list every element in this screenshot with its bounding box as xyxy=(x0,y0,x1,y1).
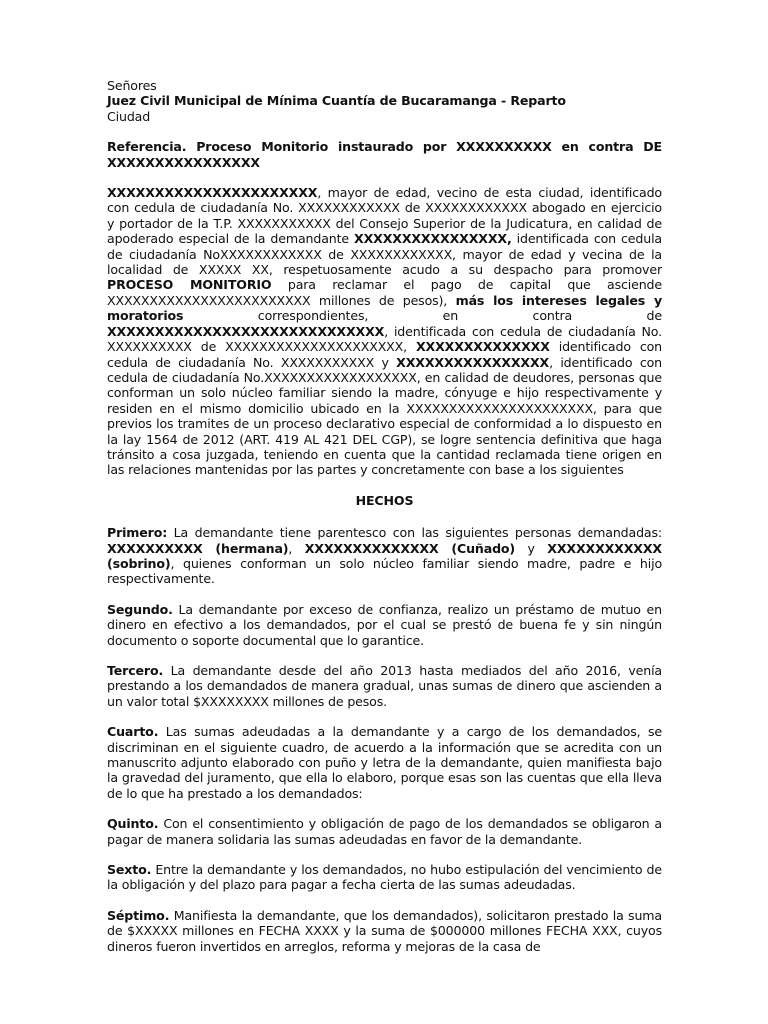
fact-tercero xyxy=(107,663,662,709)
intro-text: identificada con cedula de ciudadanía NoXXXXXXXXXXXX de XXXXXXXXXXXX, mayor de edad y vecina de la localidad de XXXXX XX, respetuosamente acudo a su despacho para promover xyxy=(107,231,662,278)
salutation: Señores xyxy=(107,78,157,93)
fact-text: Con el consentimiento y obligación de pago de los demandados se obligaron a pagar de manera solidaria las sumas adeudadas en favor de la demandante. xyxy=(107,816,662,847)
fact-label: Tercero. xyxy=(107,663,164,678)
fact-cuarto xyxy=(107,724,662,801)
attorney-name: XXXXXXXXXXXXXXXXXXXXXX xyxy=(107,185,318,201)
fact-sexto xyxy=(107,862,662,893)
fact-text: La demandante desde del año 2013 hasta mediados del año 2016, venía prestando a los demandados de manera gradual, unas sumas de dinero que ascienden a un valor total $XXXXXXXX millones de pesos. xyxy=(107,663,662,709)
defendant-3-name: XXXXXXXXXXXXXXXX xyxy=(396,354,550,370)
fact-primero xyxy=(107,525,662,587)
fact-septimo xyxy=(107,908,662,954)
reference-label: Referencia. xyxy=(107,139,187,155)
intro-text: identificado con cedula de ciudadanía No. XXXXXXXXXXX y xyxy=(107,339,662,370)
letter-body xyxy=(107,78,662,954)
fact-label: Segundo. xyxy=(107,601,173,617)
fact-text: La demandante tiene parentesco con las siguientes personas demandadas: xyxy=(167,525,662,541)
intro-text: , identificado con cedula de ciudadanía No.XXXXXXXXXXXXXXXXXX, en calidad de deudores, personas que conforman un solo núcleo familiar siendo la madre, cónyuge e hijo respectivamente y residen en el mismo domicilio ubicado en la XXXXXXXXXXXXXXXXXXXXXX, para que previos los tramites de un proceso declarativo especial de conformidad a lo dispuesto en la lay 1564 de 2012 (ART. 419 AL 421 DEL CGP), se logre sentencia definitiva que haga tránsito a cosa juzgada, teniendo en cuenta que la cantidad reclamada tiene origen en las relaciones mantenidas por las partes y concretamente con base a los siguientes xyxy=(107,354,662,478)
reference-paragraph xyxy=(107,139,662,170)
fact-text: , quienes conforman un solo núcleo familiar siendo madre, padre e hijo respectivamente. xyxy=(107,555,662,587)
fact-label: Primero: xyxy=(107,525,168,541)
party-cunado: XXXXXXXXXXXXXX (Cuñado) xyxy=(304,540,516,556)
plaintiff-name: XXXXXXXXXXXXXXXX, xyxy=(354,231,512,247)
fact-text: y xyxy=(515,540,548,556)
city-line: Ciudad xyxy=(107,108,151,124)
defendant-1-name: XXXXXXXXXXXXXXXXXXXXXXXXXXXXX xyxy=(107,323,385,339)
intro-text: , identificada con cedula de ciudadanía No. XXXXXXXXXX de XXXXXXXXXXXXXXXXXXXXX, xyxy=(107,323,662,355)
hechos-heading: HECHOS xyxy=(355,492,414,508)
party-sobrino: XXXXXXXXXXXX (sobrino) xyxy=(107,540,662,571)
intro-text: , mayor de edad, vecino de esta ciudad, identificado con cedula de ciudadanía No. XXXXXXXXXXXX de XXXXXXXXXXXX abogado en ejercicio y portador de la T.P. XXXXXXXXXXX del Consejo Superior de la Judicatura, en calidad de apoderado especial de la demandante xyxy=(107,185,662,247)
party-hermana: XXXXXXXXXX (hermana) xyxy=(107,540,289,556)
process-type: PROCESO MONITORIO xyxy=(107,277,272,293)
fact-text: La demandante por exceso de confianza, realizo un préstamo de mutuo en dinero en efectivo a los demandados, por el cual se prestó de buena fe y sin ningún documento o soporte documental que lo garantice. xyxy=(107,601,662,648)
fact-text: Entre la demandante y los demandados, no hubo estipulación del vencimiento de la obligación y del plazo para pagar a fecha cierta de las sumas adeudadas. xyxy=(107,862,662,893)
reference-text: Proceso Monitorio instaurado por XXXXXXXXXX en contra DE XXXXXXXXXXXXXXXX xyxy=(107,139,662,170)
fact-label: Sexto. xyxy=(107,862,152,878)
court-name: Juez Civil Municipal de Mínima Cuantía de Bucaramanga - Reparto xyxy=(107,93,566,109)
interest-clause: más los intereses legales y moratorios xyxy=(107,292,663,324)
defendant-2-name: XXXXXXXXXXXXXX xyxy=(415,339,550,355)
fact-label: Séptimo. xyxy=(107,907,170,923)
fact-label: Quinto. xyxy=(107,816,159,832)
fact-quinto xyxy=(107,816,662,847)
intro-text: correspondientes, en contra de xyxy=(183,308,662,324)
fact-text: Manifiesta la demandante, que los demandados), solicitaron prestado la suma de $XXXXX millones en FECHA XXXX y la suma de $000000 millones FECHA XXX, cuyos dineros fueron invertidos en arreglos, reforma y mejoras de la casa de xyxy=(107,907,662,954)
intro-text: para reclamar el pago de capital que asciende XXXXXXXXXXXXXXXXXXXXXXXX millones de pesos), xyxy=(107,277,662,308)
fact-text: , xyxy=(288,540,305,556)
letter-header xyxy=(107,78,662,124)
fact-segundo xyxy=(107,602,662,648)
intro-paragraph xyxy=(107,185,662,478)
fact-text: Las sumas adeudadas a la demandante y a cargo de los demandados, se discriminan en el siguiente cuadro, de acuerdo a la información que se acredita con un manuscrito adjunto elaborado con puño y letra de la demandante, quien manifiesta bajo la gravedad del juramento, que ella lo elaboro, porque esas son las cuentas que ella lleva de lo que ha prestado a los demandados: xyxy=(107,724,662,801)
fact-label: Cuarto. xyxy=(107,724,159,740)
